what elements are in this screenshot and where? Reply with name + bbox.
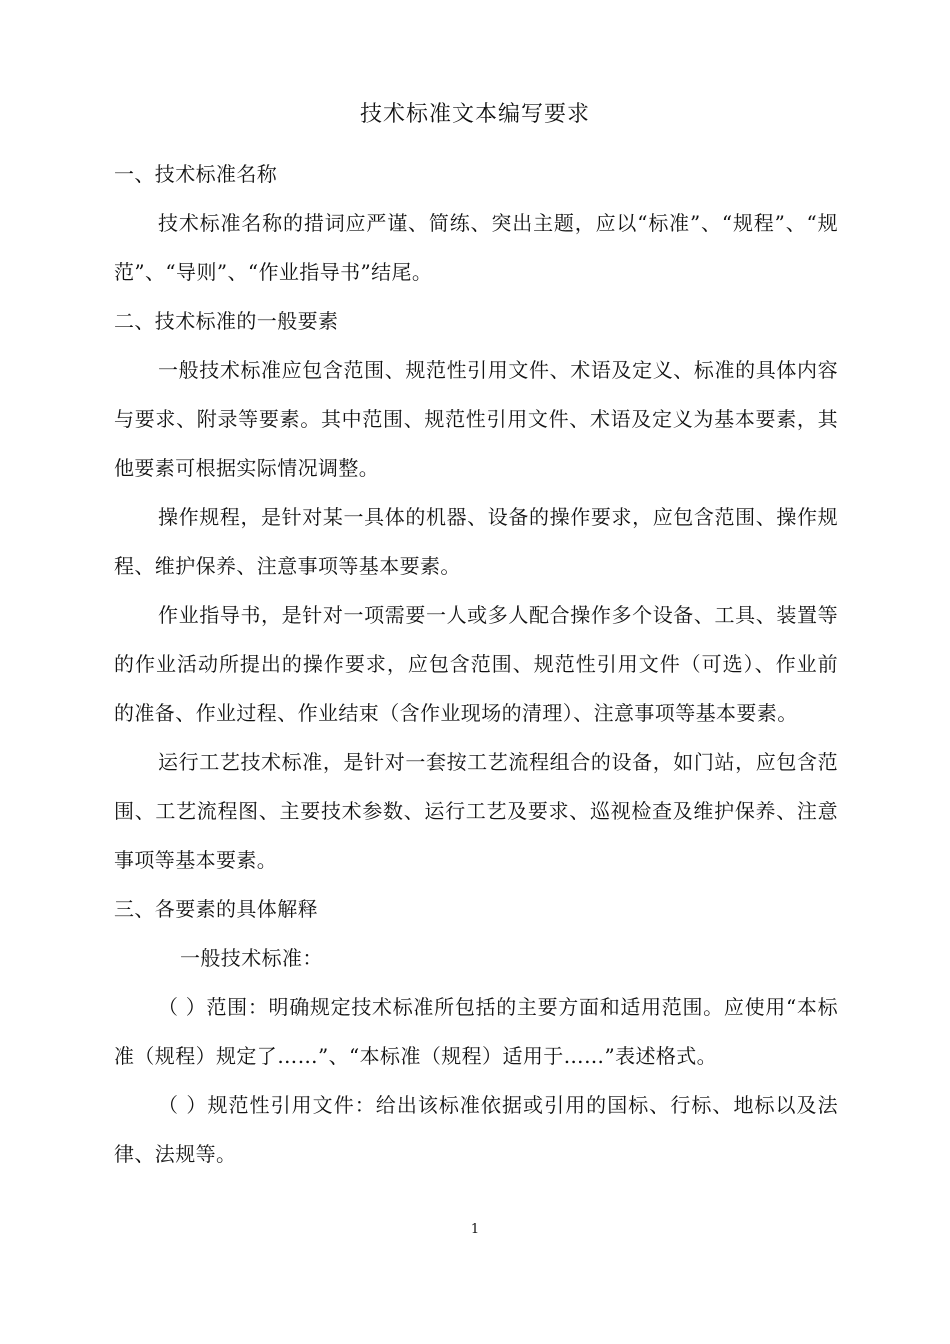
paragraph-standard-name: 技术标准名称的措词应严谨、简练、突出主题，应以“标准”、“规程”、“规范”、“导则”、“作业指导书”结尾。: [114, 211, 838, 284]
paragraph-operating-procedure: 操作规程，是针对某一具体的机器、设备的操作要求，应包含范围、操作规程、维护保养、注意事项等基本要素。: [114, 505, 838, 578]
document-body: [114, 150, 838, 1179]
paragraph-process-standard: 运行工艺技术标准，是针对一套按工艺流程组合的设备，如门站，应包含范围、工艺流程图、主要技术参数、运行工艺及要求、巡视检查及维护保养、注意事项等基本要素。: [114, 750, 838, 872]
paragraph-general-elements: 一般技术标准应包含范围、规范性引用文件、术语及定义、标准的具体内容与要求、附录等要素。其中范围、规范性引用文件、术语及定义为基本要素，其他要素可根据实际情况调整。: [114, 358, 838, 480]
paragraph-scope: （ ）范围：明确规定技术标准所包括的主要方面和适用范围。应使用“本标准（规程）规定了……”、“本标准（规程）适用于……”表述格式。: [114, 995, 838, 1068]
section-heading-3: 三、各要素的具体解释: [114, 897, 318, 921]
document-title: 技术标准文本编写要求: [359, 102, 590, 127]
subheading-general-standard: 一般技术标准：: [180, 946, 323, 970]
section-heading-2: 二、技术标准的一般要素: [114, 309, 339, 333]
section-heading-1: 一、技术标准名称: [114, 162, 278, 186]
paragraph-normative-references: （ ）规范性引用文件：给出该标准依据或引用的国标、行标、地标以及法律、法规等。: [114, 1093, 838, 1166]
paragraph-work-instruction: 作业指导书，是针对一项需要一人或多人配合操作多个设备、工具、装置等的作业活动所提出的操作要求，应包含范围、规范性引用文件（可选）、作业前的准备、作业过程、作业结束（含作业现场的清理）、注意事项等基本要素。: [114, 603, 838, 725]
page-number: 1: [470, 1222, 480, 1237]
